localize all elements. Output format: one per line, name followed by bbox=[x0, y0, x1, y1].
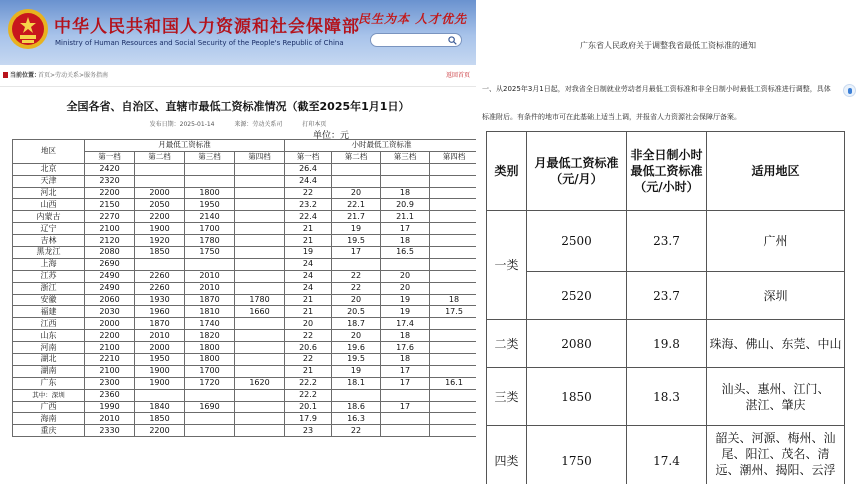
document-meta bbox=[0, 119, 476, 128]
unit-label: 单位：元 bbox=[313, 131, 350, 141]
table-row bbox=[13, 187, 477, 199]
gd-areas-cell: 汕头、惠州、江门、湛江、肇庆 bbox=[707, 368, 845, 426]
monthly-wage-cell: 2150 bbox=[85, 199, 135, 211]
monthly-wage-cell: 1920 bbox=[135, 235, 185, 247]
monthly-wage-cell: 2260 bbox=[135, 282, 185, 294]
hourly-wage-cell: 26.4 bbox=[285, 163, 332, 175]
hourly-wage-cell bbox=[381, 163, 430, 175]
hourly-wage-cell: 22 bbox=[332, 270, 381, 282]
monthly-wage-cell bbox=[235, 163, 285, 175]
hourly-wage-cell bbox=[332, 389, 381, 401]
hourly-wage-cell bbox=[381, 413, 430, 425]
monthly-wage-cell: 1960 bbox=[135, 306, 185, 318]
hourly-wage-cell bbox=[430, 187, 477, 199]
monthly-wage-cell: 2080 bbox=[85, 247, 135, 259]
hourly-wage-cell: 24 bbox=[285, 258, 332, 270]
monthly-wage-cell bbox=[235, 342, 285, 354]
monthly-wage-cell bbox=[135, 163, 185, 175]
monthly-wage-cell: 2030 bbox=[85, 306, 135, 318]
gd-hourly-cell: 19.8 bbox=[627, 320, 707, 368]
hourly-wage-cell: 19 bbox=[381, 294, 430, 306]
table-row bbox=[13, 413, 477, 425]
region-cell: 安徽 bbox=[13, 294, 85, 306]
breadcrumb-path[interactable]: 首页>劳动关系>服务指南 bbox=[38, 72, 109, 79]
region-cell: 广东 bbox=[13, 377, 85, 389]
monthly-wage-cell: 2330 bbox=[85, 425, 135, 437]
monthly-wage-cell: 1800 bbox=[185, 187, 235, 199]
column-header-monthly: 月最低工资标准 bbox=[85, 140, 285, 152]
hourly-wage-cell: 18 bbox=[381, 354, 430, 366]
guangdong-notice-page bbox=[476, 0, 860, 484]
monthly-wage-cell: 2200 bbox=[85, 187, 135, 199]
hourly-wage-cell: 18 bbox=[381, 187, 430, 199]
gd-hourly-cell: 23.7 bbox=[627, 211, 707, 272]
monthly-wage-cell bbox=[235, 235, 285, 247]
monthly-wage-cell bbox=[235, 175, 285, 187]
hourly-wage-cell: 17 bbox=[381, 377, 430, 389]
gd-monthly-cell: 2520 bbox=[527, 272, 627, 320]
region-cell: 山东 bbox=[13, 330, 85, 342]
monthly-wage-cell: 1700 bbox=[185, 365, 235, 377]
monthly-wage-cell bbox=[185, 413, 235, 425]
monthly-wage-cell: 1690 bbox=[185, 401, 235, 413]
gd-monthly-cell: 2080 bbox=[527, 320, 627, 368]
monthly-wage-cell bbox=[235, 270, 285, 282]
scroll-toggle-icon[interactable] bbox=[843, 84, 856, 97]
hourly-wage-cell: 17.5 bbox=[430, 306, 477, 318]
hourly-wage-cell: 20 bbox=[285, 318, 332, 330]
monthly-wage-cell: 1840 bbox=[135, 401, 185, 413]
table-row bbox=[13, 258, 477, 270]
table-row bbox=[13, 270, 477, 282]
hourly-wage-cell: 17 bbox=[381, 401, 430, 413]
region-cell: 江西 bbox=[13, 318, 85, 330]
hourly-wage-cell: 18.6 bbox=[332, 401, 381, 413]
hourly-wage-cell: 21.1 bbox=[381, 211, 430, 223]
monthly-wage-cell: 2120 bbox=[85, 235, 135, 247]
monthly-wage-cell bbox=[235, 365, 285, 377]
monthly-wage-cell: 2100 bbox=[85, 342, 135, 354]
hourly-wage-cell: 23 bbox=[285, 425, 332, 437]
monthly-wage-cell: 1850 bbox=[135, 247, 185, 259]
gd-monthly-cell: 2500 bbox=[527, 211, 627, 272]
monthly-wage-cell: 2270 bbox=[85, 211, 135, 223]
tier-header: 第三档 bbox=[381, 151, 430, 163]
monthly-wage-cell: 2420 bbox=[85, 163, 135, 175]
ministry-name-cn: 中华人民共和国人力资源和社会保障部 bbox=[54, 17, 360, 37]
hourly-wage-cell bbox=[332, 163, 381, 175]
hourly-wage-cell: 20 bbox=[381, 270, 430, 282]
monthly-wage-cell: 2100 bbox=[85, 223, 135, 235]
hourly-wage-cell: 22 bbox=[285, 187, 332, 199]
monthly-wage-cell bbox=[185, 389, 235, 401]
region-cell: 北京 bbox=[13, 163, 85, 175]
table-row bbox=[13, 211, 477, 223]
hourly-wage-cell: 22.4 bbox=[285, 211, 332, 223]
monthly-wage-cell bbox=[185, 175, 235, 187]
hourly-wage-cell bbox=[430, 247, 477, 259]
monthly-wage-cell: 2210 bbox=[85, 354, 135, 366]
hourly-wage-cell bbox=[430, 365, 477, 377]
monthly-wage-cell: 1720 bbox=[185, 377, 235, 389]
hourly-wage-cell: 18 bbox=[381, 330, 430, 342]
hourly-wage-cell: 20 bbox=[332, 330, 381, 342]
monthly-wage-cell: 1700 bbox=[185, 223, 235, 235]
table-row bbox=[13, 342, 477, 354]
hourly-wage-cell bbox=[430, 413, 477, 425]
hourly-wage-cell bbox=[430, 175, 477, 187]
hourly-wage-cell: 21 bbox=[285, 294, 332, 306]
monthly-wage-cell: 2000 bbox=[85, 318, 135, 330]
hourly-wage-cell: 21 bbox=[285, 235, 332, 247]
region-cell: 黑龙江 bbox=[13, 247, 85, 259]
monthly-wage-cell: 1900 bbox=[135, 223, 185, 235]
monthly-wage-cell: 1870 bbox=[185, 294, 235, 306]
region-cell: 重庆 bbox=[13, 425, 85, 437]
hourly-wage-cell: 24.4 bbox=[285, 175, 332, 187]
monthly-wage-cell: 2050 bbox=[135, 199, 185, 211]
monthly-wage-cell: 1950 bbox=[185, 199, 235, 211]
region-cell: 福建 bbox=[13, 306, 85, 318]
monthly-wage-cell: 2320 bbox=[85, 175, 135, 187]
table-row bbox=[13, 354, 477, 366]
tier-header: 第一档 bbox=[85, 151, 135, 163]
gd-category-cell: 二类 bbox=[487, 320, 527, 368]
monthly-wage-cell bbox=[235, 282, 285, 294]
table-header-row bbox=[13, 140, 477, 152]
table-row bbox=[13, 163, 477, 175]
hourly-wage-cell bbox=[381, 175, 430, 187]
region-cell: 吉林 bbox=[13, 235, 85, 247]
table-row bbox=[13, 330, 477, 342]
hourly-wage-cell: 22 bbox=[285, 354, 332, 366]
national-emblem-icon bbox=[7, 7, 49, 51]
hourly-wage-cell: 21 bbox=[285, 306, 332, 318]
monthly-wage-cell bbox=[235, 211, 285, 223]
hourly-wage-cell bbox=[430, 354, 477, 366]
region-cell: 天津 bbox=[13, 175, 85, 187]
monthly-wage-cell bbox=[235, 258, 285, 270]
region-cell: 其中：深圳 bbox=[13, 389, 85, 401]
hourly-wage-cell: 20.6 bbox=[285, 342, 332, 354]
hourly-wage-cell: 19 bbox=[381, 306, 430, 318]
notice-paragraph-line: 标准附后。有条件的地市可在此基础上适当上调，并报省人力资源社会保障厅备案。 bbox=[482, 113, 741, 121]
monthly-wage-cell: 1930 bbox=[135, 294, 185, 306]
monthly-wage-cell: 1990 bbox=[85, 401, 135, 413]
table-row bbox=[487, 211, 845, 272]
hourly-wage-cell: 24 bbox=[285, 282, 332, 294]
monthly-wage-cell bbox=[235, 247, 285, 259]
tier-header: 第一档 bbox=[285, 151, 332, 163]
hourly-wage-cell bbox=[430, 223, 477, 235]
monthly-wage-cell bbox=[235, 187, 285, 199]
monthly-wage-cell: 2490 bbox=[85, 270, 135, 282]
monthly-wage-cell bbox=[235, 330, 285, 342]
gd-hourly-cell: 17.4 bbox=[627, 426, 707, 484]
gd-category-cell: 三类 bbox=[487, 368, 527, 426]
hourly-wage-cell: 17.9 bbox=[285, 413, 332, 425]
monthly-wage-cell: 1740 bbox=[185, 318, 235, 330]
hourly-wage-cell: 20 bbox=[332, 294, 381, 306]
monthly-wage-cell: 2010 bbox=[135, 330, 185, 342]
table-row bbox=[487, 426, 845, 484]
hourly-wage-cell bbox=[430, 389, 477, 401]
gd-header-hourly: 非全日制小时最低工资标准（元/小时） bbox=[627, 132, 707, 211]
monthly-wage-cell: 2690 bbox=[85, 258, 135, 270]
hourly-wage-cell: 22 bbox=[332, 282, 381, 294]
monthly-wage-cell bbox=[235, 199, 285, 211]
search-input[interactable] bbox=[370, 33, 462, 47]
region-cell: 河南 bbox=[13, 342, 85, 354]
ministry-name-en: Ministry of Human Resources and Social Security of the People's Republic of China bbox=[55, 39, 344, 47]
hourly-wage-cell: 20.9 bbox=[381, 199, 430, 211]
publish-date: 发布日期：2025-01-14 bbox=[149, 121, 215, 128]
table-row bbox=[13, 318, 477, 330]
table-row bbox=[13, 389, 477, 401]
tier-header: 第二档 bbox=[332, 151, 381, 163]
hourly-wage-cell: 20.1 bbox=[285, 401, 332, 413]
table-row bbox=[13, 247, 477, 259]
gd-header-areas: 适用地区 bbox=[707, 132, 845, 211]
table-row bbox=[13, 306, 477, 318]
table-row bbox=[13, 401, 477, 413]
gd-category-cell: 四类 bbox=[487, 426, 527, 484]
tier-header: 第四档 bbox=[235, 151, 285, 163]
hourly-wage-cell: 21.7 bbox=[332, 211, 381, 223]
breadcrumb-marker-icon bbox=[3, 72, 8, 78]
region-cell: 湖北 bbox=[13, 354, 85, 366]
notice-title: 广东省人民政府关于调整我省最低工资标准的通知 bbox=[580, 41, 756, 50]
hourly-wage-cell: 20.5 bbox=[332, 306, 381, 318]
table-row bbox=[13, 175, 477, 187]
site-header bbox=[0, 0, 476, 65]
hourly-wage-cell bbox=[332, 258, 381, 270]
hourly-wage-cell bbox=[430, 342, 477, 354]
hourly-wage-cell: 23.2 bbox=[285, 199, 332, 211]
guangdong-wage-table bbox=[486, 131, 845, 484]
hourly-wage-cell: 19 bbox=[332, 365, 381, 377]
hourly-wage-cell: 20 bbox=[381, 282, 430, 294]
hourly-wage-cell bbox=[430, 163, 477, 175]
table-row bbox=[13, 294, 477, 306]
tier-header: 第二档 bbox=[135, 151, 185, 163]
hourly-wage-cell: 18 bbox=[381, 235, 430, 247]
gd-areas-cell: 珠海、佛山、东莞、中山 bbox=[707, 320, 845, 368]
hourly-wage-cell: 16.3 bbox=[332, 413, 381, 425]
gd-hourly-cell: 23.7 bbox=[627, 272, 707, 320]
gd-category-cell: 一类 bbox=[487, 211, 527, 320]
monthly-wage-cell: 1820 bbox=[185, 330, 235, 342]
gd-table-header-row bbox=[487, 132, 845, 211]
monthly-wage-cell bbox=[235, 223, 285, 235]
monthly-wage-cell bbox=[185, 258, 235, 270]
monthly-wage-cell: 2100 bbox=[85, 365, 135, 377]
table-row bbox=[487, 272, 845, 320]
region-cell: 海南 bbox=[13, 413, 85, 425]
monthly-wage-cell bbox=[185, 425, 235, 437]
hourly-wage-cell: 17.4 bbox=[381, 318, 430, 330]
document-source: 来源：劳动关系司 bbox=[234, 121, 283, 128]
monthly-wage-cell: 2300 bbox=[85, 377, 135, 389]
hourly-wage-cell: 22.2 bbox=[285, 389, 332, 401]
monthly-wage-cell: 2200 bbox=[135, 425, 185, 437]
monthly-wage-cell bbox=[235, 401, 285, 413]
region-cell: 辽宁 bbox=[13, 223, 85, 235]
region-cell: 内蒙古 bbox=[13, 211, 85, 223]
monthly-wage-cell bbox=[135, 258, 185, 270]
table-row bbox=[13, 425, 477, 437]
monthly-wage-cell bbox=[235, 354, 285, 366]
monthly-wage-cell: 1900 bbox=[135, 365, 185, 377]
monthly-wage-cell: 1870 bbox=[135, 318, 185, 330]
hourly-wage-cell: 16.1 bbox=[430, 377, 477, 389]
monthly-wage-cell bbox=[185, 163, 235, 175]
hourly-wage-cell: 19 bbox=[285, 247, 332, 259]
monthly-wage-cell: 2010 bbox=[185, 270, 235, 282]
monthly-wage-cell: 2000 bbox=[135, 342, 185, 354]
monthly-wage-cell: 2200 bbox=[135, 211, 185, 223]
table-row bbox=[13, 223, 477, 235]
region-cell: 浙江 bbox=[13, 282, 85, 294]
table-row bbox=[487, 320, 845, 368]
monthly-wage-cell: 2140 bbox=[185, 211, 235, 223]
hourly-wage-cell: 18.7 bbox=[332, 318, 381, 330]
region-cell: 河北 bbox=[13, 187, 85, 199]
hourly-wage-cell: 17 bbox=[381, 223, 430, 235]
monthly-wage-cell bbox=[135, 175, 185, 187]
search-icon[interactable] bbox=[448, 36, 457, 45]
table-row bbox=[13, 235, 477, 247]
ministry-slogan: 民生为本 人才优先 bbox=[358, 12, 468, 26]
monthly-wage-cell: 2010 bbox=[85, 413, 135, 425]
table-row bbox=[13, 199, 477, 211]
monthly-wage-cell bbox=[235, 425, 285, 437]
gd-hourly-cell: 18.3 bbox=[627, 368, 707, 426]
gd-table-body bbox=[487, 211, 845, 484]
hourly-wage-cell: 16.5 bbox=[381, 247, 430, 259]
print-link[interactable]: 打印本页 bbox=[302, 121, 327, 128]
hourly-wage-cell: 19.6 bbox=[332, 342, 381, 354]
gd-header-category: 类别 bbox=[487, 132, 527, 211]
hourly-wage-cell: 22 bbox=[285, 330, 332, 342]
monthly-wage-cell: 1900 bbox=[135, 377, 185, 389]
gd-areas-cell: 韶关、河源、梅州、汕尾、阳江、茂名、清远、潮州、揭阳、云浮 bbox=[707, 426, 845, 484]
hourly-wage-cell: 24 bbox=[285, 270, 332, 282]
hourly-wage-cell bbox=[430, 235, 477, 247]
monthly-wage-cell: 2000 bbox=[135, 187, 185, 199]
gd-areas-cell: 深圳 bbox=[707, 272, 845, 320]
table-row bbox=[13, 282, 477, 294]
monthly-wage-cell: 2060 bbox=[85, 294, 135, 306]
monthly-wage-cell: 1850 bbox=[135, 413, 185, 425]
monthly-wage-cell: 2360 bbox=[85, 389, 135, 401]
hourly-wage-cell bbox=[381, 389, 430, 401]
monthly-wage-cell: 1780 bbox=[235, 294, 285, 306]
minimum-wage-table bbox=[12, 139, 476, 437]
hourly-wage-cell bbox=[430, 425, 477, 437]
monthly-wage-cell: 1780 bbox=[185, 235, 235, 247]
hourly-wage-cell bbox=[430, 270, 477, 282]
hourly-wage-cell: 17.6 bbox=[381, 342, 430, 354]
tier-header: 第三档 bbox=[185, 151, 235, 163]
hourly-wage-cell: 17 bbox=[332, 247, 381, 259]
monthly-wage-cell: 2490 bbox=[85, 282, 135, 294]
hourly-wage-cell: 22 bbox=[332, 425, 381, 437]
gd-monthly-cell: 1850 bbox=[527, 368, 627, 426]
monthly-wage-cell bbox=[235, 389, 285, 401]
hourly-wage-cell: 18 bbox=[430, 294, 477, 306]
monthly-wage-cell bbox=[135, 389, 185, 401]
hourly-wage-cell: 21 bbox=[285, 223, 332, 235]
monthly-wage-cell: 2260 bbox=[135, 270, 185, 282]
monthly-wage-cell: 1810 bbox=[185, 306, 235, 318]
monthly-wage-cell: 2010 bbox=[185, 282, 235, 294]
hourly-wage-cell: 19 bbox=[332, 223, 381, 235]
monthly-wage-cell: 2200 bbox=[85, 330, 135, 342]
breadcrumb bbox=[0, 65, 476, 87]
gd-areas-cell: 广州 bbox=[707, 211, 845, 272]
region-cell: 广西 bbox=[13, 401, 85, 413]
breadcrumb-label: 当前位置： bbox=[10, 72, 41, 79]
hourly-wage-cell bbox=[430, 330, 477, 342]
table-row bbox=[13, 377, 477, 389]
table-row bbox=[13, 365, 477, 377]
hourly-wage-cell bbox=[430, 282, 477, 294]
wage-table-body bbox=[13, 163, 477, 436]
monthly-wage-cell: 1800 bbox=[185, 342, 235, 354]
hourly-wage-cell: 19.5 bbox=[332, 354, 381, 366]
column-header-region: 地区 bbox=[13, 140, 85, 164]
table-row bbox=[487, 368, 845, 426]
monthly-wage-cell bbox=[235, 413, 285, 425]
column-header-hourly: 小时最低工资标准 bbox=[285, 140, 477, 152]
monthly-wage-cell: 1620 bbox=[235, 377, 285, 389]
region-cell: 山西 bbox=[13, 199, 85, 211]
hourly-wage-cell bbox=[381, 258, 430, 270]
hourly-wage-cell: 21 bbox=[285, 365, 332, 377]
monthly-wage-cell: 1660 bbox=[235, 306, 285, 318]
hourly-wage-cell: 22.1 bbox=[332, 199, 381, 211]
region-cell: 江苏 bbox=[13, 270, 85, 282]
hourly-wage-cell bbox=[430, 401, 477, 413]
region-cell: 湖南 bbox=[13, 365, 85, 377]
notice-paragraph-line: 一、从2025年3月1日起，对我省全日制就业劳动者月最低工资标准和非全日制小时最低工资标准进行调整，具体 bbox=[482, 85, 831, 93]
hourly-wage-cell: 18.1 bbox=[332, 377, 381, 389]
gd-monthly-cell: 1750 bbox=[527, 426, 627, 484]
hourly-wage-cell bbox=[430, 318, 477, 330]
hourly-wage-cell: 20 bbox=[332, 187, 381, 199]
hourly-wage-cell: 22.2 bbox=[285, 377, 332, 389]
monthly-wage-cell: 1750 bbox=[185, 247, 235, 259]
hourly-wage-cell bbox=[430, 211, 477, 223]
region-cell: 上海 bbox=[13, 258, 85, 270]
tier-header: 第四档 bbox=[430, 151, 477, 163]
home-link[interactable]: 返回首页 bbox=[445, 72, 470, 79]
hourly-wage-cell: 19.5 bbox=[332, 235, 381, 247]
hourly-wage-cell bbox=[332, 175, 381, 187]
monthly-wage-cell bbox=[235, 318, 285, 330]
hourly-wage-cell bbox=[381, 425, 430, 437]
gd-header-monthly: 月最低工资标准（元/月） bbox=[527, 132, 627, 211]
monthly-wage-cell: 1800 bbox=[185, 354, 235, 366]
monthly-wage-cell: 1950 bbox=[135, 354, 185, 366]
hourly-wage-cell bbox=[430, 199, 477, 211]
hourly-wage-cell: 17 bbox=[381, 365, 430, 377]
hourly-wage-cell bbox=[430, 258, 477, 270]
page-title: 全国各省、自治区、直辖市最低工资标准情况（截至2025年1月1日） bbox=[66, 100, 410, 113]
